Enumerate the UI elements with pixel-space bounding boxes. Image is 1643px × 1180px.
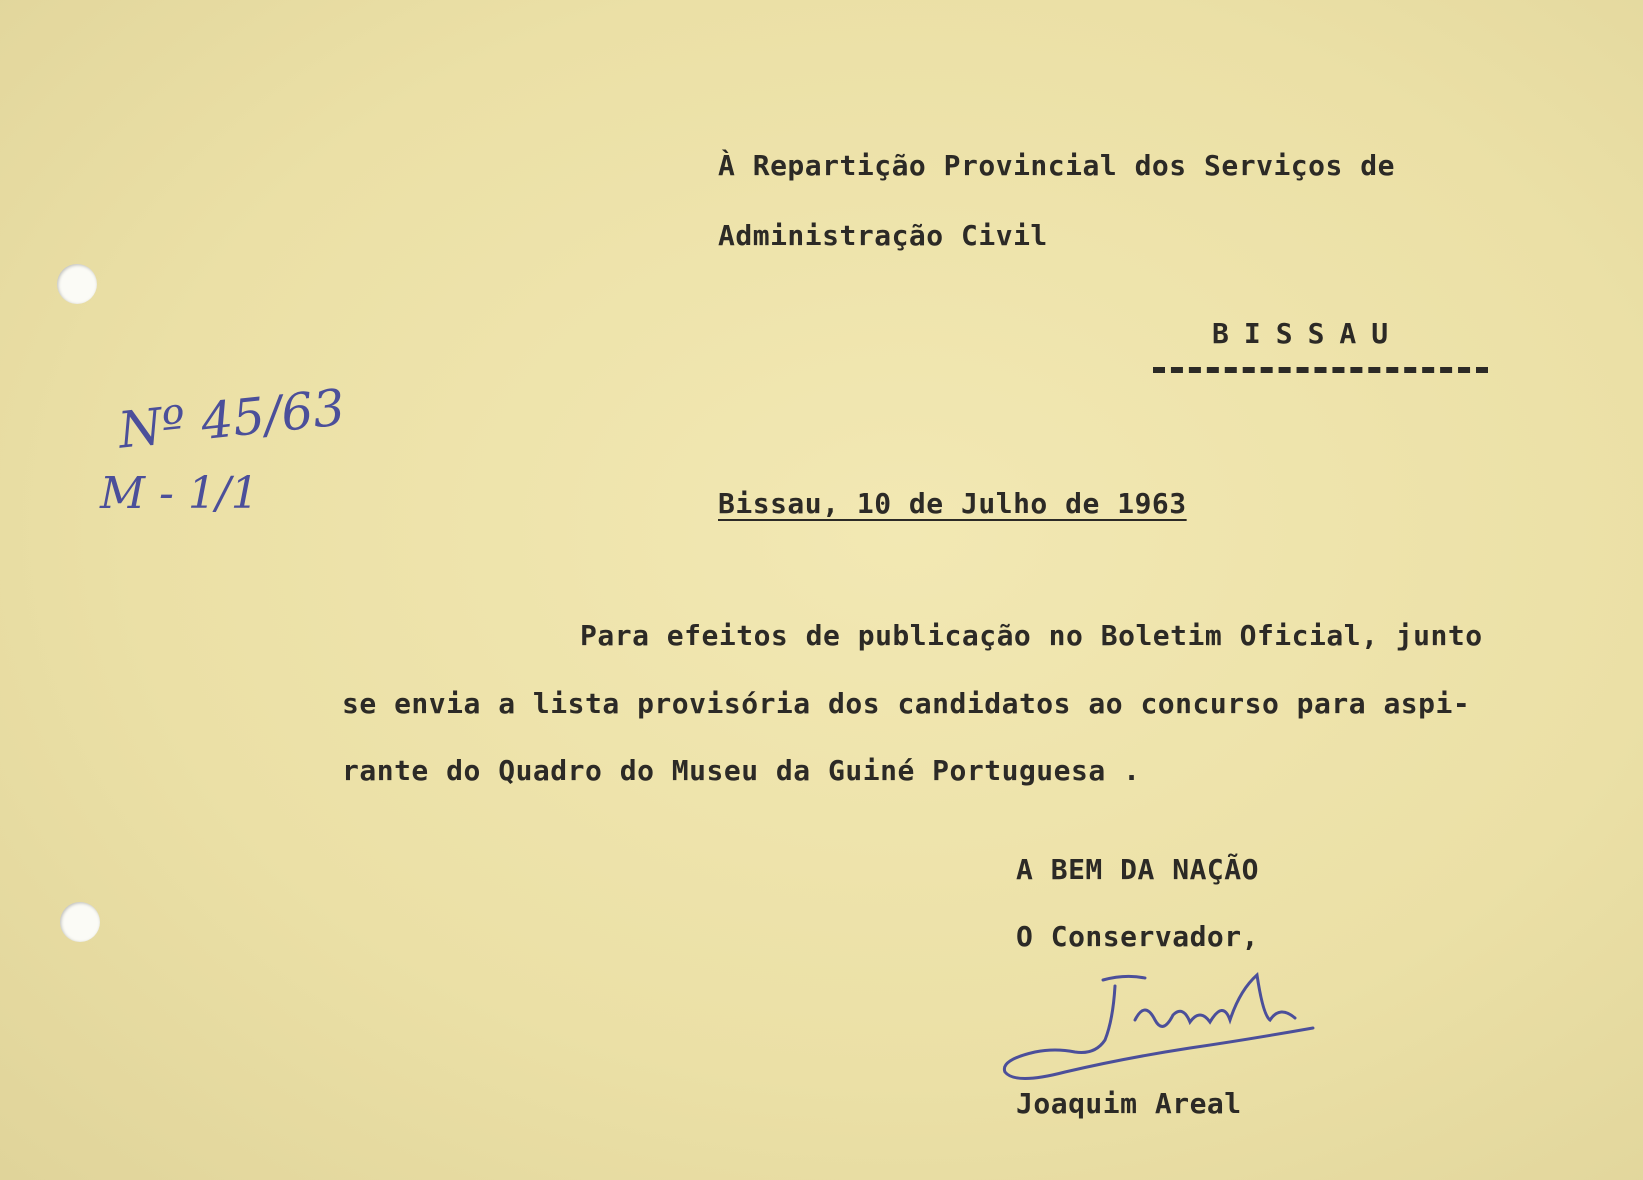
signature: [995, 960, 1315, 1090]
addressee-line-2: Administração Civil: [718, 219, 1048, 252]
reference-number-annotation: Nº 45/63: [115, 378, 348, 460]
date-line: Bissau, 10 de Julho de 1963: [718, 487, 1187, 520]
body-line-1: Para efeitos de publicação no Boletim Oficial, junto: [580, 619, 1483, 652]
city-heading-dashed-rule: [1153, 367, 1488, 373]
punch-hole-top: [57, 264, 97, 304]
addressee-line-1: À Repartição Provincial dos Serviços de: [718, 149, 1395, 182]
body-line-2: se envia a lista provisória dos candidatos ao concurso para aspi-: [342, 687, 1471, 720]
signatory-name: Joaquim Areal: [1016, 1087, 1242, 1120]
closing-salutation: A BEM DA NAÇÃO: [1016, 853, 1260, 886]
body-line-3: rante do Quadro do Museu da Guiné Portuguesa .: [342, 754, 1141, 787]
punch-hole-bottom: [60, 902, 100, 942]
reference-code-annotation: M - 1/1: [100, 468, 259, 519]
signatory-title: O Conservador,: [1016, 920, 1260, 953]
city-heading: BISSAU: [1212, 317, 1404, 350]
